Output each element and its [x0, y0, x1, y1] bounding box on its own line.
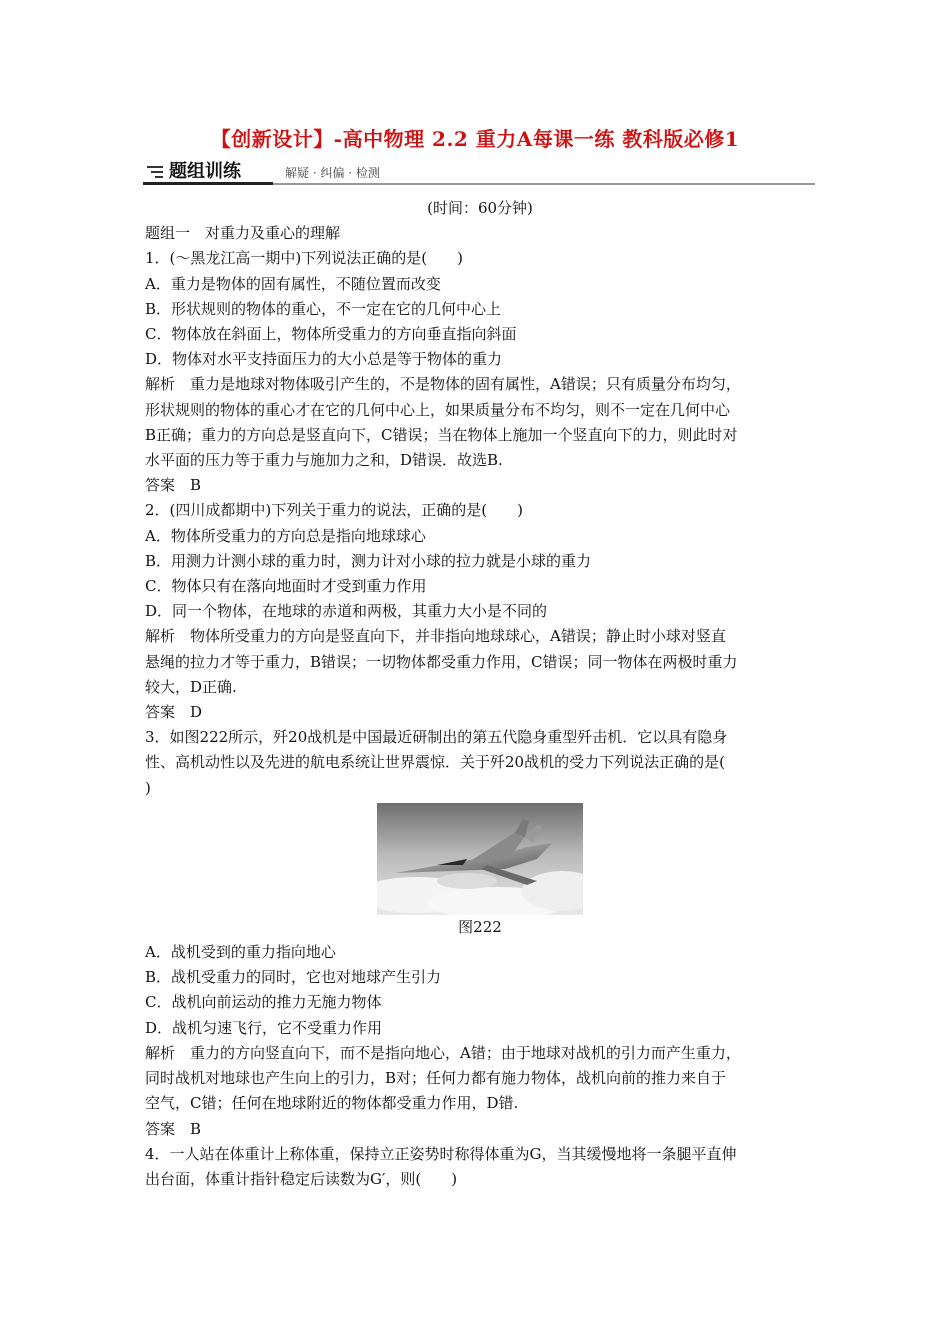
group-heading: 题组一 对重力及重心的理解 [145, 224, 341, 243]
q1-option-a: A．重力是物体的固有属性，不随位置而改变 [145, 274, 441, 293]
q1-analysis-line: 水平面的压力等于重力与施加力之和，D错误．故选B. [145, 451, 503, 470]
q2-answer: 答案 D [145, 703, 203, 722]
q2-option-b: B．用测力计测小球的重力时，测力计对小球的拉力就是小球的重力 [145, 551, 592, 570]
q3-option-d: D．战机匀速飞行，它不受重力作用 [145, 1018, 383, 1037]
q2-analysis-line: 悬绳的拉力才等于重力，B错误；一切物体都受重力作用，C错误；同一物体在两极时重力 [145, 652, 738, 671]
q3-analysis-line: 同时战机对地球也产生向上的引力，B对；任何力都有施力物体，战机向前的推力来自于 [145, 1069, 727, 1088]
time-limit: (时间：60分钟) [427, 199, 533, 217]
q2-analysis-line: 解析 物体所受重力的方向是竖直向下，并非指向地球球心，A错误；静止时小球对竖直 [145, 627, 726, 646]
figure-jet [145, 803, 815, 915]
banner-label-box [143, 160, 249, 184]
document-body [145, 196, 815, 1192]
fighter-jet-photo [377, 803, 583, 915]
q3-answer: 答案 B [145, 1119, 202, 1138]
q1-stem: 1．(～黑龙江高一期中)下列说法正确的是( ) [145, 249, 463, 268]
q1-option-c: C．物体放在斜面上，物体所受重力的方向垂直指向斜面 [145, 325, 517, 344]
q1-option-b: B．形状规则的物体的重心，不一定在它的几何中心上 [145, 299, 502, 318]
q1-analysis-line: 形状规则的物体的重心才在它的几何中心上，如果质量分布不均匀，则不一定在几何中心 [145, 400, 731, 419]
q3-stem: 性、高机动性以及先进的航电系统让世界震惊．关于歼20战机的受力下列说法正确的是( [145, 753, 725, 772]
q2-stem: 2．(四川成都期中)下列关于重力的说法，正确的是( ) [145, 501, 523, 520]
q2-option-d: D．同一个物体，在地球的赤道和两极，其重力大小是不同的 [145, 602, 548, 621]
q1-answer: 答案 B [145, 476, 202, 495]
q1-analysis-line: B正确；重力的方向总是竖直向下，C错误；当在物体上施加一个竖直向下的力，则此时对 [145, 425, 738, 444]
stripes-icon [147, 165, 163, 179]
q2-analysis-line: 较大，D正确. [145, 677, 237, 696]
banner-rule [273, 183, 815, 185]
q1-analysis-line: 解析 重力是地球对物体吸引产生的，不是物体的固有属性，A错误；只有质量分布均匀， [145, 375, 741, 394]
figure-caption: 图222 [458, 917, 502, 936]
q4-stem: 4．一人站在体重计上称体重，保持立正姿势时称得体重为G，当其缓慢地将一条腿平直伸 [145, 1144, 737, 1163]
document-title: 【创新设计】-高中物理 2.2 重力A每课一练 教科版必修1 [210, 127, 740, 151]
banner-subtitle: 解疑 · 纠偏 · 检测 [285, 166, 380, 180]
q3-option-b: B．战机受重力的同时，它也对地球产生引力 [145, 968, 442, 987]
q3-analysis-line: 解析 重力的方向竖直向下，而不是指向地心，A错；由于地球对战机的引力而产生重力， [145, 1043, 741, 1062]
q3-option-c: C．战机向前运动的推力无施力物体 [145, 993, 382, 1012]
q4-stem: 出台面，体重计指针稳定后读数为G′，则( ) [145, 1169, 458, 1188]
q3-option-a: A．战机受到的重力指向地心 [145, 943, 336, 962]
q3-stem: 3．如图222所示，歼20战机是中国最近研制出的第五代隐身重型歼击机．它以具有隐身 [145, 728, 728, 747]
q3-analysis-line: 空气，C错；任何在地球附近的物体都受重力作用，D错. [145, 1094, 519, 1113]
q2-option-a: A．物体所受重力的方向总是指向地球球心 [145, 526, 426, 545]
section-banner [143, 160, 815, 186]
q1-option-d: D．物体对水平支持面压力的大小总是等于物体的重力 [145, 350, 503, 369]
q2-option-c: C．物体只有在落向地面时才受到重力作用 [145, 577, 427, 596]
banner-label: 题组训练 [169, 161, 241, 182]
banner-underline [143, 182, 273, 185]
q3-stem: ) [145, 778, 151, 797]
